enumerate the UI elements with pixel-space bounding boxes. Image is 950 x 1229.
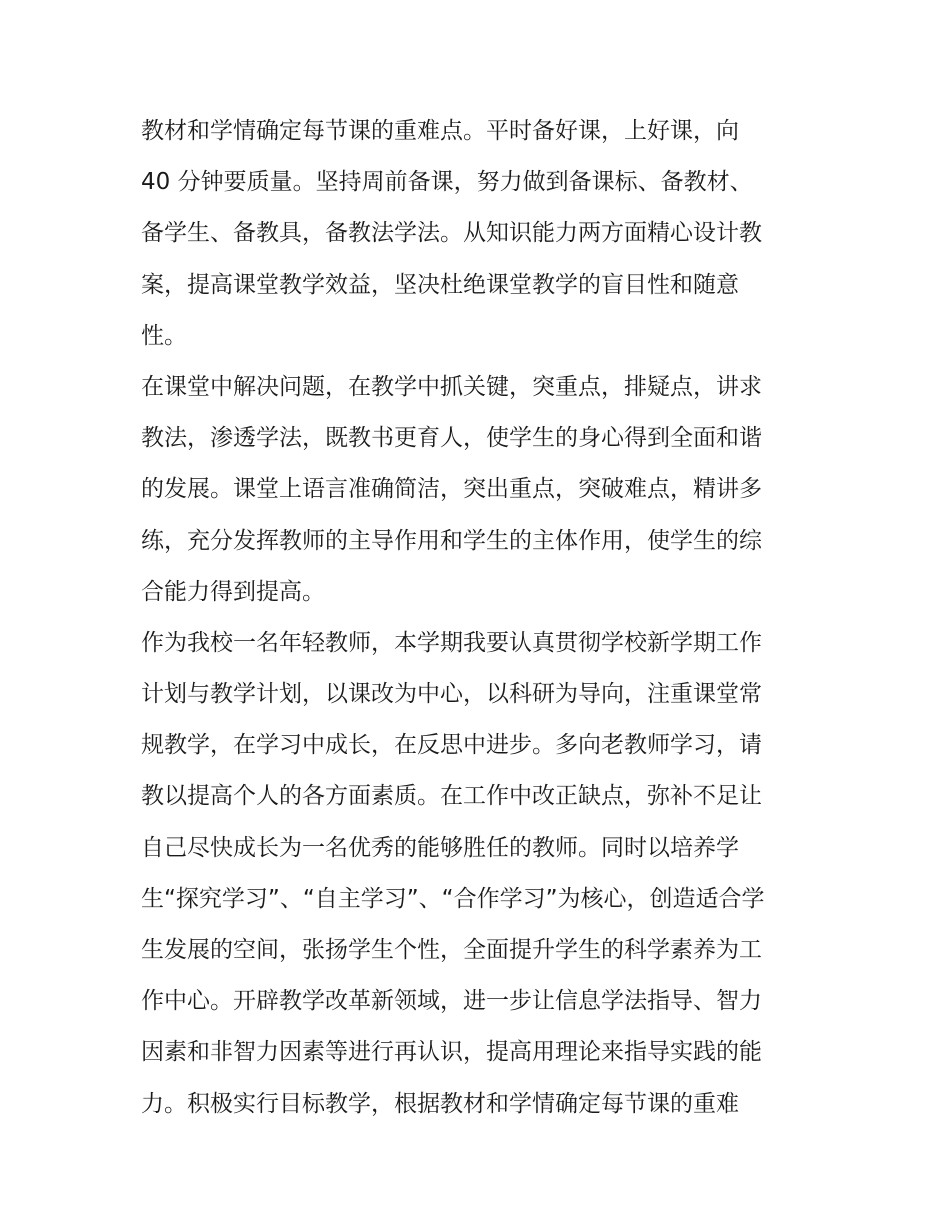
text-line: 计划与教学计划，以课改为中心，以科研为导向，注重课堂常 (141, 681, 762, 708)
text-line: 自己尽快成长为一名优秀的能够胜任的教师。同时以培养学 (141, 834, 739, 861)
text-line: 练，充分发挥教师的主导作用和学生的主体作用，使学生的综 (141, 527, 762, 554)
text-line: 规教学，在学习中成长，在反思中进步。多向老教师学习，请 (141, 732, 762, 759)
text-line: 合能力得到提高。 (141, 578, 325, 605)
text-line: 作为我校一名年轻教师，本学期我要认真贯彻学校新学期工作 (141, 629, 762, 656)
text-line: 作中心。开辟教学改革新领域，进一步让信息学法指导、智力 (141, 988, 762, 1015)
text-line: 案，提高课堂教学效益，坚决杜绝课堂教学的盲目性和随意 (141, 271, 739, 298)
text-line: 生发展的空间，张扬学生个性，全面提升学生的科学素养为工 (141, 937, 762, 963)
text-line: 备学生、备教具，备教法学法。从知识能力两方面精心设计教 (141, 220, 762, 247)
text-line: 性。 (141, 322, 187, 349)
text-line: 40 分钟要质量。坚持周前备课，努力做到备课标、备教材、 (141, 169, 753, 196)
text-line: 教材和学情确定每节课的重难点。平时备好课，上好课，向 (141, 118, 739, 144)
text-line: 在课堂中解决问题，在教学中抓关键，突重点，排疑点，讲求 (141, 373, 762, 400)
text-line: 因素和非智力因素等进行再认识，提高用理论来指导实践的能 (141, 1039, 762, 1066)
text-line: 力。积极实行目标教学，根据教材和学情确定每节课的重难 (141, 1090, 739, 1117)
text-line: 生“探究学习”、“自主学习”、“合作学习”为核心，创造适合学 (141, 885, 765, 912)
body-text (141, 106, 811, 1130)
text-line: 教法，渗透学法，既教书更育人，使学生的身心得到全面和谐 (141, 425, 762, 452)
text-line: 的发展。课堂上语言准确简洁，突出重点，突破难点，精讲多 (141, 476, 762, 503)
text-line: 教以提高个人的各方面素质。在工作中改正缺点，弥补不足让 (141, 783, 762, 810)
